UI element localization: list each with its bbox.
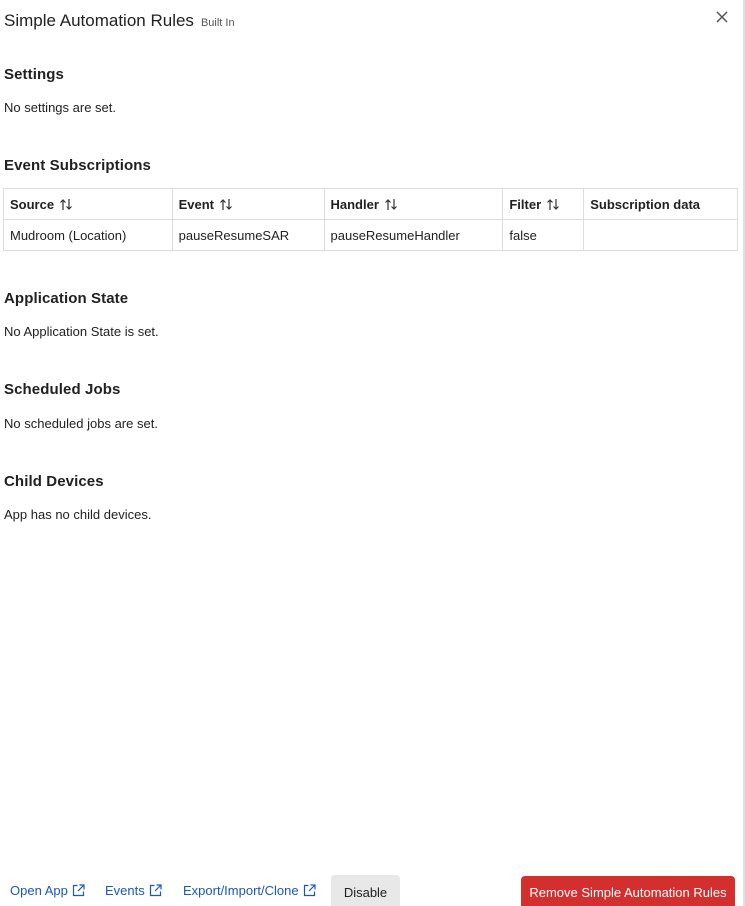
events-link[interactable]: Events (105, 883, 162, 898)
sort-icon (219, 198, 233, 211)
table-row (4, 220, 738, 251)
dialog-title: Simple Automation Rules (4, 11, 194, 30)
sort-icon (546, 198, 560, 211)
close-icon (713, 8, 731, 26)
child-devices-empty-text: App has no child devices. (4, 507, 152, 522)
column-header-filter[interactable]: Filter (503, 189, 584, 220)
sort-icon (59, 198, 73, 211)
settings-empty-text: No settings are set. (4, 100, 116, 115)
cell-handler: pauseResumeHandler (324, 220, 503, 251)
application-state-heading: Application State (4, 290, 129, 307)
event-subscriptions-heading: Event Subscriptions (4, 157, 151, 174)
application-state-empty-text: No Application State is set. (4, 324, 159, 339)
cell-source: Mudroom (Location) (4, 220, 173, 251)
external-link-icon (72, 884, 85, 897)
scheduled-jobs-empty-text: No scheduled jobs are set. (4, 416, 158, 431)
close-button[interactable] (713, 8, 731, 26)
child-devices-heading: Child Devices (4, 473, 104, 490)
sort-icon (384, 198, 398, 211)
cell-subscription-data (584, 220, 738, 251)
dialog-header (4, 11, 235, 31)
built-in-badge: Built In (200, 17, 235, 29)
settings-heading: Settings (4, 66, 64, 83)
open-app-link[interactable]: Open App (10, 883, 85, 898)
remove-app-button[interactable]: Remove Simple Automation Rules (521, 876, 735, 906)
external-link-icon (149, 884, 162, 897)
cell-event: pauseResumeSAR (172, 220, 324, 251)
cell-filter: false (503, 220, 584, 251)
table-header-row (4, 189, 738, 220)
column-header-subscription-data: Subscription data (584, 189, 738, 220)
export-import-clone-link[interactable]: Export/Import/Clone (183, 883, 316, 898)
column-header-source[interactable]: Source (4, 189, 173, 220)
column-header-event[interactable]: Event (172, 189, 324, 220)
disable-button[interactable]: Disable (331, 875, 400, 906)
column-header-handler[interactable]: Handler (324, 189, 503, 220)
event-subscriptions-table (3, 188, 738, 251)
scheduled-jobs-heading: Scheduled Jobs (4, 381, 121, 398)
external-link-icon (303, 884, 316, 897)
